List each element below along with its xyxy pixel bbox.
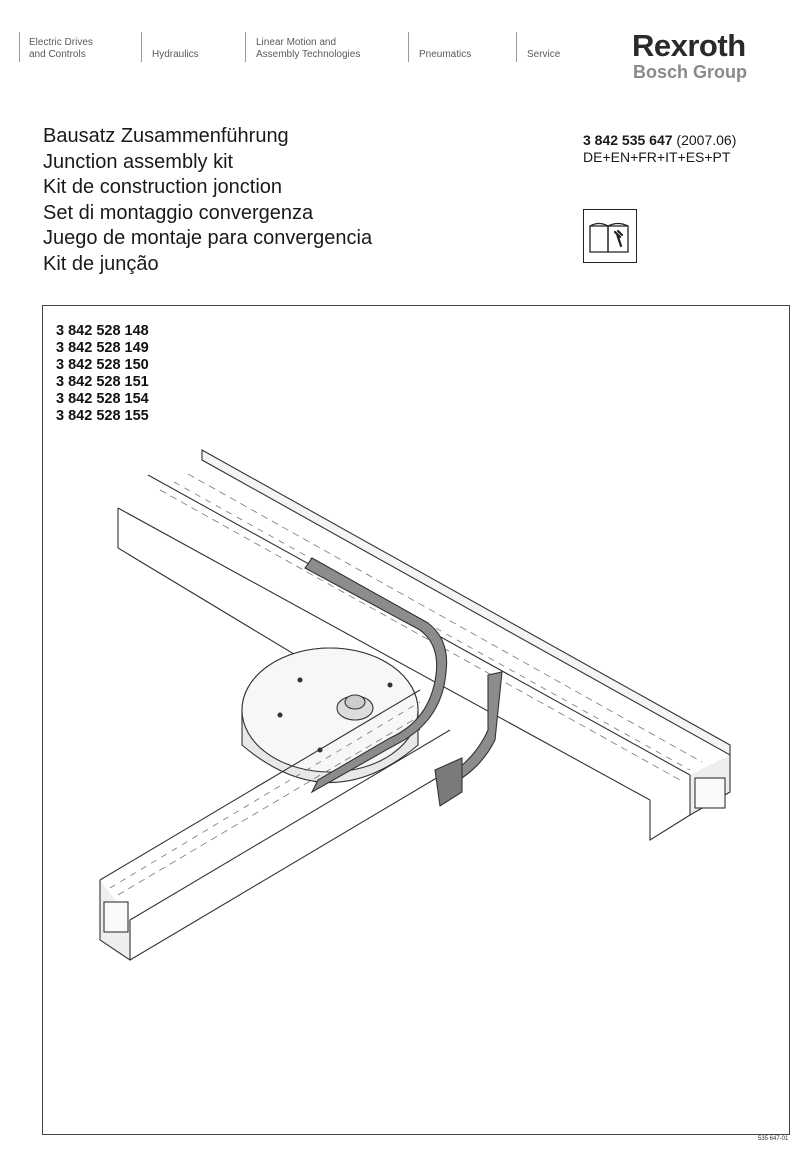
title-de: Bausatz Zusammenführung bbox=[43, 125, 289, 147]
document-number: 3 842 535 647 bbox=[583, 132, 673, 148]
document-number-line bbox=[583, 132, 736, 149]
part-number: 3 842 528 149 bbox=[56, 340, 149, 356]
title-it: Set di montaggio convergenza bbox=[43, 201, 314, 224]
document-date: (2007.06) bbox=[676, 132, 737, 148]
part-number-list bbox=[56, 323, 149, 425]
document-languages: DE+EN+FR+IT+ES+PT bbox=[583, 149, 731, 165]
nav-label: Linear Motion and bbox=[256, 37, 337, 48]
nav-label: Assembly Technologies bbox=[256, 49, 361, 60]
nav-label: and Controls bbox=[29, 49, 86, 60]
nav-separator bbox=[245, 32, 246, 62]
nav-separator bbox=[19, 32, 20, 62]
nav-separator bbox=[408, 32, 409, 62]
part-number: 3 842 528 154 bbox=[56, 391, 149, 407]
nav-item-pneumatics bbox=[419, 49, 471, 61]
nav-label: Electric Drives bbox=[29, 37, 93, 48]
footer-code: 535 647-01 bbox=[758, 1136, 789, 1142]
nav-item-hydraulics bbox=[152, 49, 199, 61]
title-pt: Kit de junção bbox=[43, 252, 159, 275]
nav-item-service bbox=[527, 49, 560, 61]
title-en: Junction assembly kit bbox=[43, 150, 234, 173]
nav-label: Pneumatics bbox=[419, 49, 472, 60]
part-number: 3 842 528 155 bbox=[56, 408, 149, 424]
part-number: 3 842 528 150 bbox=[56, 357, 149, 373]
junction-assembly-illustration bbox=[90, 440, 740, 1000]
title-fr: Kit de construction jonction bbox=[43, 176, 283, 198]
rexroth-logo: Rexroth bbox=[632, 28, 746, 63]
nav-item-linear-motion bbox=[256, 37, 360, 61]
part-number: 3 842 528 148 bbox=[56, 323, 149, 339]
nav-separator bbox=[516, 32, 517, 62]
nav-label: Service bbox=[527, 49, 561, 60]
nav-label: Hydraulics bbox=[152, 49, 199, 60]
nav-item-electric-drives bbox=[29, 37, 93, 61]
nav-separator bbox=[141, 32, 142, 62]
part-number: 3 842 528 151 bbox=[56, 374, 149, 390]
document-titles bbox=[43, 124, 372, 277]
title-es: Juego de montaje para convergencia bbox=[43, 227, 373, 249]
bosch-group-label: Bosch Group bbox=[633, 62, 748, 82]
manual-tool-icon bbox=[583, 209, 637, 263]
